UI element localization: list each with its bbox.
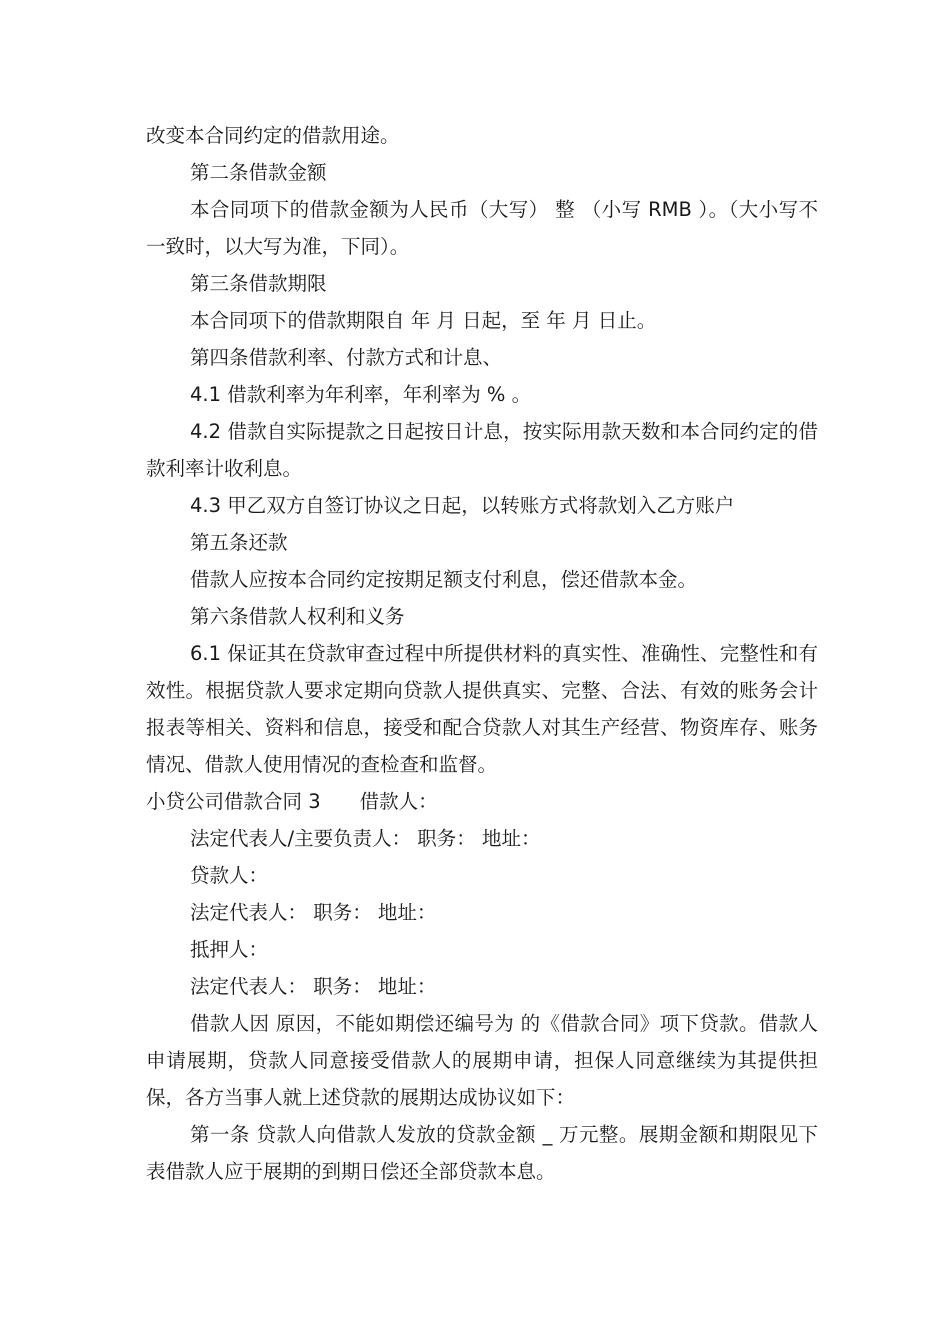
paragraph: 本合同项下的借款金额为人民币（大写） 整 （小写 RMB ）。（大小写不一致时，以大写为准，下同）。 [146, 198, 818, 258]
paragraph: 法定代表人： 职务： 地址： [190, 975, 437, 998]
paragraph: 6.1 保证其在贷款审查过程中所提供材料的真实性、准确性、完整性和有效性。根据贷款人要求定期向贷款人提供真实、完整、合法、有效的账务会计报表等相关、资料和信息，接受和配合贷款人对其生产经营、物资库存、账务情况、借款人使用情况的查检查和监督。 [146, 642, 818, 776]
paragraph: 4.2 借款自实际提款之日起按日计息，按实际用款天数和本合同约定的借款利率计收利息。 [146, 420, 818, 480]
paragraph: 法定代表人/主要负责人： 职务： 地址： [190, 827, 541, 850]
paragraph: 贷款人： [190, 864, 269, 887]
paragraph: 借款人应按本合同约定按期足额支付利息，偿还借款本金。 [190, 568, 698, 591]
paragraph: 第一条 贷款人向借款人发放的贷款金额 _ 万元整。展期金额和期限见下表借款人应于展期的到期日偿还全部贷款本息。 [146, 1123, 818, 1183]
document-body [146, 117, 818, 1190]
paragraph: 4.3 甲乙双方自签订协议之日起，以转账方式将款划入乙方账户 [190, 494, 735, 517]
paragraph: 第三条借款期限 [190, 272, 327, 295]
paragraph: 第二条借款金额 [190, 161, 327, 184]
paragraph: 小贷公司借款合同 3 借款人： [146, 790, 438, 813]
paragraph: 本合同项下的借款期限自 年 月 日起，至 年 月 日止。 [190, 309, 657, 332]
paragraph: 4.1 借款利率为年利率，年利率为 % 。 [190, 383, 532, 406]
paragraph: 第五条还款 [190, 531, 288, 554]
paragraph: 第四条借款利率、付款方式和计息、 [190, 346, 503, 369]
paragraph: 抵押人： [190, 938, 269, 961]
paragraph: 法定代表人： 职务： 地址： [190, 901, 437, 924]
paragraph: 第六条借款人权利和义务 [190, 605, 405, 628]
paragraph: 借款人因 原因，不能如期偿还编号为 的《借款合同》项下贷款。借款人申请展期，贷款人同意接受借款人的展期申请，担保人同意继续为其提供担保，各方当事人就上述贷款的展期达成协议如下： [146, 1012, 818, 1109]
paragraph: 改变本合同约定的借款用途。 [146, 124, 400, 147]
